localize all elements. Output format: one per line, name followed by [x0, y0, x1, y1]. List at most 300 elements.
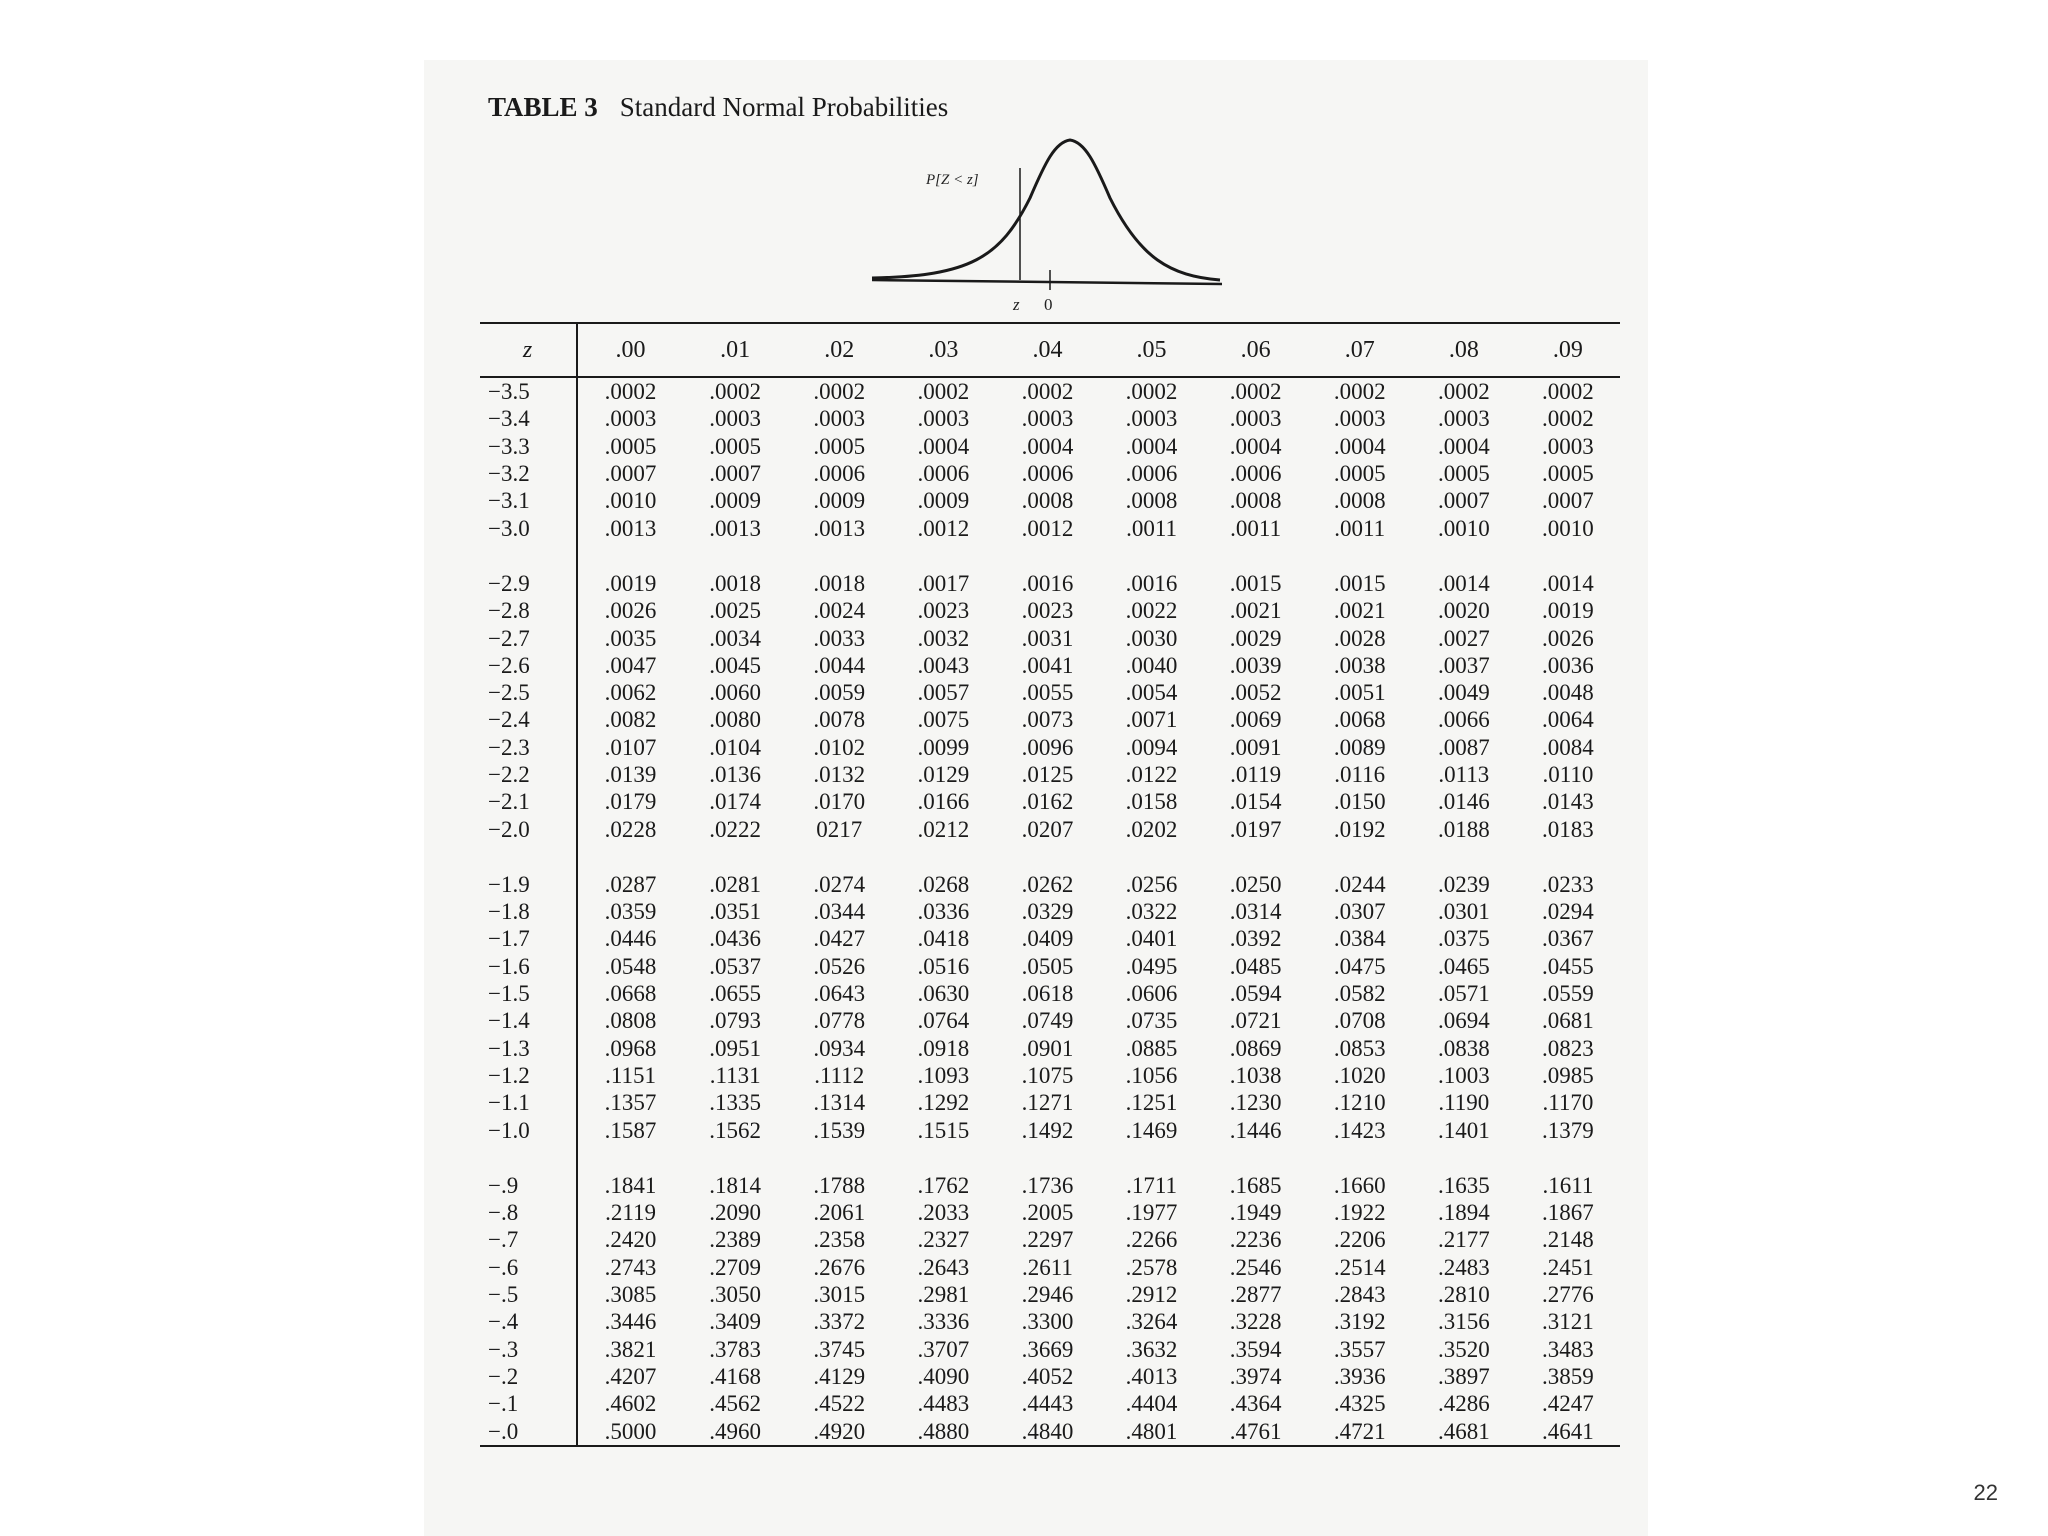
probability-cell: .1894 [1437, 1200, 1490, 1226]
probability-cell: .4052 [1021, 1363, 1074, 1389]
probability-cell: .0322 [1125, 899, 1178, 925]
probability-cell: .1210 [1333, 1090, 1386, 1116]
z-value-cell: −.1 [488, 1391, 519, 1417]
z-value-cell: −2.2 [488, 762, 530, 787]
probability-cell: .2776 [1542, 1282, 1594, 1308]
table-row [480, 377, 1620, 405]
probability-cell: .0038 [1333, 652, 1386, 678]
z-value-cell: −2.8 [488, 598, 530, 624]
probability-cell: .4247 [1542, 1391, 1594, 1417]
table-row [480, 1199, 1620, 1226]
probability-cell: .0003 [1437, 406, 1490, 432]
area-label: P[Z < z] [926, 172, 979, 188]
probability-cell: .0009 [917, 488, 970, 514]
z-value-cell: −3.4 [488, 406, 530, 432]
probability-cell: .0004 [1125, 433, 1178, 459]
probability-cell: .2483 [1437, 1254, 1490, 1280]
probability-cell: .2005 [1021, 1200, 1074, 1226]
probability-cell: .4880 [917, 1418, 970, 1444]
probability-cell: .4207 [577, 1363, 683, 1390]
probability-cell: .0003 [1021, 406, 1074, 432]
probability-cell: .0029 [1229, 625, 1282, 651]
z-value-cell: −2.5 [488, 680, 530, 706]
z-value-cell: −.8 [488, 1200, 519, 1226]
z-value-cell: −.0 [488, 1418, 519, 1444]
probability-cell: .1292 [917, 1090, 970, 1116]
probability-cell: .0392 [1229, 926, 1282, 952]
table-row [480, 624, 1620, 651]
probability-cell: .4013 [1125, 1363, 1178, 1389]
probability-cell: .3669 [1021, 1336, 1074, 1362]
probability-cell: .0192 [1333, 816, 1386, 842]
probability-cell: .0007 [1437, 488, 1490, 514]
probability-cell: .0003 [917, 406, 970, 432]
probability-cell: .4404 [1125, 1391, 1178, 1417]
normal-probability-table [480, 322, 1620, 1451]
table-row [480, 1336, 1620, 1363]
probability-cell: .0069 [1229, 707, 1282, 733]
probability-cell: .1423 [1333, 1117, 1386, 1143]
probability-cell: .3821 [577, 1336, 683, 1363]
probability-cell: .1922 [1333, 1200, 1386, 1226]
probability-cell: .0017 [917, 570, 970, 596]
probability-cell: .0918 [917, 1035, 970, 1061]
probability-cell: .0436 [709, 926, 762, 952]
probability-cell: .3897 [1437, 1363, 1490, 1389]
table-row [480, 1007, 1620, 1034]
probability-cell: .4681 [1437, 1418, 1490, 1444]
probability-cell: .2810 [1437, 1282, 1490, 1308]
probability-cell: .0005 [1333, 461, 1386, 487]
probability-cell: .0002 [1542, 406, 1594, 432]
probability-cell: .0455 [1542, 953, 1594, 979]
probability-cell: .2611 [1021, 1254, 1073, 1280]
probability-cell: .0057 [917, 680, 970, 706]
probability-cell: .0002 [917, 379, 970, 405]
normal-curve-figure [860, 128, 1240, 318]
probability-cell: .4960 [709, 1418, 762, 1444]
probability-cell: .2578 [1125, 1254, 1178, 1280]
probability-cell: .2177 [1437, 1227, 1490, 1253]
probability-cell: .0116 [1334, 762, 1386, 787]
probability-cell: .1539 [813, 1117, 866, 1143]
probability-cell: .0064 [1542, 707, 1594, 733]
probability-cell: .0018 [709, 570, 762, 596]
probability-cell: .0037 [1437, 652, 1490, 678]
probability-cell: .0359 [577, 898, 683, 925]
probability-cell: .3936 [1333, 1363, 1386, 1389]
probability-cell: .1977 [1125, 1200, 1178, 1226]
probability-cell: .0003 [1542, 433, 1594, 459]
probability-cell: .4840 [1021, 1418, 1074, 1444]
probability-cell: .0222 [709, 816, 762, 842]
probability-cell: .0002 [1021, 379, 1074, 405]
probability-cell: .0005 [813, 433, 866, 459]
probability-cell: .0023 [917, 598, 970, 624]
probability-cell: .0202 [1125, 816, 1178, 842]
col-header: .04 [995, 323, 1099, 377]
table-row [480, 761, 1620, 788]
probability-cell: .0606 [1125, 981, 1178, 1007]
probability-cell: .0516 [917, 953, 970, 979]
probability-cell: .3707 [917, 1336, 970, 1362]
probability-cell: .3745 [813, 1336, 866, 1362]
table-row [480, 980, 1620, 1007]
probability-cell: .0170 [813, 789, 866, 815]
z-value-cell: −2.0 [488, 816, 530, 842]
probability-cell: .2148 [1542, 1227, 1594, 1253]
table-row [480, 1172, 1620, 1199]
probability-cell: .0049 [1437, 680, 1490, 706]
probability-cell: .0013 [709, 515, 762, 541]
probability-cell: .2946 [1021, 1282, 1074, 1308]
probability-cell: .0005 [1542, 461, 1594, 487]
probability-cell: .3594 [1229, 1336, 1282, 1362]
probability-cell: .0002 [1437, 379, 1490, 405]
z-value-cell: −1.6 [488, 953, 530, 979]
table-row [480, 1254, 1620, 1281]
col-header: .03 [891, 323, 995, 377]
probability-cell: .3557 [1333, 1336, 1386, 1362]
probability-cell: .3446 [577, 1308, 683, 1335]
probability-cell: .3974 [1229, 1363, 1282, 1389]
row-group-gap [480, 542, 1620, 570]
probability-cell: .3015 [813, 1282, 866, 1308]
probability-cell: .0294 [1542, 899, 1594, 925]
z-value-cell: −.6 [488, 1254, 519, 1280]
table-row [480, 1089, 1620, 1116]
probability-cell: .1841 [577, 1172, 683, 1199]
probability-cell: .0125 [1021, 762, 1074, 787]
probability-cell: .0197 [1229, 816, 1282, 842]
probability-cell: .1271 [1021, 1090, 1074, 1116]
probability-cell: .0869 [1229, 1035, 1282, 1061]
table-row [480, 898, 1620, 925]
probability-cell: .0287 [577, 871, 683, 898]
probability-cell: .0409 [1021, 926, 1074, 952]
probability-cell: .0694 [1437, 1008, 1490, 1034]
z-value-cell: −1.1 [488, 1090, 530, 1116]
probability-cell: .0162 [1021, 789, 1074, 815]
probability-cell: .0427 [813, 926, 866, 952]
probability-cell: .0008 [1021, 488, 1074, 514]
probability-cell: .1170 [1542, 1090, 1594, 1116]
probability-cell: .2546 [1229, 1254, 1282, 1280]
probability-cell: .0708 [1333, 1008, 1386, 1034]
probability-cell: .0033 [813, 625, 866, 651]
row-group-gap [480, 843, 1620, 871]
probability-cell: .1379 [1542, 1117, 1594, 1143]
probability-cell: .0594 [1229, 981, 1282, 1007]
probability-cell: .0008 [1333, 488, 1386, 514]
z-value-cell: −1.3 [488, 1035, 530, 1061]
probability-cell: .0062 [577, 679, 683, 706]
probability-cell: .4483 [917, 1391, 970, 1417]
table-row [480, 815, 1620, 842]
probability-cell: .0154 [1229, 789, 1282, 815]
probability-cell: .4325 [1333, 1391, 1386, 1417]
page-number: 22 [1973, 1480, 1998, 1505]
probability-cell: .0087 [1437, 734, 1490, 760]
probability-cell: .2743 [577, 1254, 683, 1281]
table-row [480, 1062, 1620, 1089]
probability-cell: .0082 [577, 706, 683, 733]
probability-cell: .1190 [1438, 1090, 1490, 1116]
probability-cell: .1685 [1229, 1172, 1282, 1198]
z-value-cell: −2.6 [488, 652, 530, 678]
probability-cell: .1814 [709, 1172, 762, 1198]
probability-cell: .0036 [1542, 652, 1594, 678]
probability-cell: .0024 [813, 598, 866, 624]
probability-cell: .0885 [1125, 1035, 1178, 1061]
probability-cell: .0107 [577, 734, 683, 761]
probability-cell: .0793 [709, 1008, 762, 1034]
probability-cell: .0951 [709, 1035, 762, 1061]
probability-cell: .1949 [1229, 1200, 1282, 1226]
table-row [480, 460, 1620, 487]
probability-cell: .0006 [1125, 461, 1178, 487]
probability-cell: .0853 [1333, 1035, 1386, 1061]
probability-cell: .0384 [1333, 926, 1386, 952]
probability-cell: .4090 [917, 1363, 970, 1389]
probability-cell: .0030 [1125, 625, 1178, 651]
probability-cell: .1562 [709, 1117, 762, 1143]
probability-cell: .2327 [917, 1227, 970, 1253]
zero-axis-label: 0 [1044, 295, 1053, 314]
probability-cell: .0262 [1021, 871, 1074, 897]
probability-cell: .0094 [1125, 734, 1178, 760]
probability-cell: .3228 [1229, 1309, 1282, 1335]
probability-cell: .0002 [1229, 379, 1282, 405]
probability-cell: .1492 [1021, 1117, 1074, 1143]
probability-cell: .0073 [1021, 707, 1074, 733]
probability-cell: .0174 [709, 789, 762, 815]
probability-cell: .0146 [1437, 789, 1490, 815]
probability-cell: .2643 [917, 1254, 970, 1280]
probability-cell: .0010 [577, 487, 683, 514]
probability-cell: .2266 [1125, 1227, 1178, 1253]
probability-cell: .3859 [1542, 1363, 1594, 1389]
probability-cell: .0418 [917, 926, 970, 952]
table-row [480, 570, 1620, 597]
probability-cell: .2514 [1333, 1254, 1386, 1280]
probability-cell: .0681 [1542, 1008, 1594, 1034]
probability-cell: .0040 [1125, 652, 1178, 678]
probability-cell: .0099 [917, 734, 970, 760]
probability-cell: .0007 [577, 460, 683, 487]
probability-cell: .0764 [917, 1008, 970, 1034]
probability-cell: .0039 [1229, 652, 1282, 678]
probability-cell: .0183 [1542, 816, 1594, 842]
z-axis-label: z [1013, 295, 1020, 314]
probability-cell: .0002 [577, 377, 683, 405]
col-header: .01 [683, 323, 787, 377]
probability-cell: .0015 [1229, 570, 1282, 596]
table-row [480, 597, 1620, 624]
header-row [480, 323, 1620, 377]
probability-cell: .0003 [813, 406, 866, 432]
z-value-cell: −.3 [488, 1336, 519, 1362]
probability-cell: .1711 [1126, 1172, 1177, 1198]
probability-cell: .0031 [1021, 625, 1074, 651]
probability-cell: .0047 [577, 652, 683, 679]
probability-cell: .3050 [709, 1282, 762, 1308]
probability-cell: .0139 [577, 761, 683, 788]
row-group-gap [480, 1144, 1620, 1172]
probability-cell: .0119 [1230, 762, 1282, 787]
probability-cell: .0075 [917, 707, 970, 733]
probability-cell: .0985 [1542, 1062, 1594, 1088]
probability-cell: .0351 [709, 899, 762, 925]
probability-cell: .0006 [1021, 461, 1074, 487]
probability-cell: .1635 [1437, 1172, 1490, 1198]
probability-cell: .2709 [709, 1254, 762, 1280]
probability-cell: .0749 [1021, 1008, 1074, 1034]
probability-cell: .0026 [1542, 625, 1594, 651]
probability-cell: .0446 [577, 925, 683, 952]
probability-cell: .1401 [1437, 1117, 1490, 1143]
z-value-cell: −2.3 [488, 734, 530, 760]
z-value-cell: −2.7 [488, 625, 530, 651]
z-value-cell: −3.1 [488, 488, 530, 514]
probability-cell: .1151 [577, 1062, 683, 1089]
probability-cell: .0005 [709, 433, 762, 459]
col-header: .00 [577, 323, 683, 377]
probability-cell: .0582 [1333, 981, 1386, 1007]
z-value-cell: −3.0 [488, 515, 530, 541]
probability-cell: .1611 [1542, 1172, 1594, 1198]
probability-cell: .4562 [709, 1391, 762, 1417]
probability-cell: .0166 [917, 789, 970, 815]
probability-cell: .2843 [1333, 1282, 1386, 1308]
probability-cell: .0823 [1542, 1035, 1594, 1061]
probability-cell: .0048 [1542, 680, 1594, 706]
z-value-cell: −3.3 [488, 433, 530, 459]
probability-cell: .0495 [1125, 953, 1178, 979]
probability-cell: .0129 [917, 762, 970, 787]
probability-cell: .2912 [1125, 1282, 1178, 1308]
probability-cell: .3483 [1542, 1336, 1594, 1362]
table-caption: Standard Normal Probabilities [619, 92, 949, 122]
probability-cell: 0217 [816, 816, 863, 842]
probability-cell: .0110 [1542, 762, 1594, 787]
table-bottom-rule [480, 1446, 1620, 1451]
probability-cell: .3156 [1437, 1309, 1490, 1335]
axis-line [872, 280, 1222, 284]
probability-cell: .0571 [1437, 981, 1490, 1007]
probability-cell: .1038 [1229, 1062, 1282, 1088]
probability-cell: .1469 [1125, 1117, 1178, 1143]
probability-cell: .1251 [1125, 1090, 1178, 1116]
probability-cell: .0004 [1229, 433, 1282, 459]
probability-cell: .0007 [709, 461, 762, 487]
probability-cell: .2061 [813, 1200, 866, 1226]
z-value-cell: −1.2 [488, 1062, 530, 1088]
z-value-cell: −.5 [488, 1282, 519, 1308]
probability-cell: .0158 [1125, 789, 1178, 815]
table-row [480, 487, 1620, 514]
probability-cell: .0274 [813, 871, 866, 897]
probability-cell: .0007 [1542, 488, 1594, 514]
probability-cell: .1131 [709, 1062, 761, 1088]
probability-cell: .0004 [1021, 433, 1074, 459]
col-header: .07 [1308, 323, 1412, 377]
probability-cell: .0032 [917, 625, 970, 651]
probability-cell: .0003 [1333, 406, 1386, 432]
probability-cell: .0027 [1437, 625, 1490, 651]
probability-cell: .1762 [917, 1172, 970, 1198]
probability-cell: .0281 [709, 871, 762, 897]
probability-cell: .0026 [577, 597, 683, 624]
probability-cell: .0618 [1021, 981, 1074, 1007]
probability-cell: .0010 [1542, 515, 1594, 541]
probability-cell: .0132 [813, 762, 866, 787]
probability-cell: .0136 [709, 762, 762, 787]
probability-cell: .0344 [813, 899, 866, 925]
probability-cell: .4129 [813, 1363, 866, 1389]
probability-cell: .0010 [1437, 515, 1490, 541]
probability-cell: .0055 [1021, 680, 1074, 706]
probability-cell: .0006 [813, 461, 866, 487]
table-row [480, 514, 1620, 541]
probability-cell: .0002 [1542, 379, 1594, 405]
probability-cell: .0068 [1333, 707, 1386, 733]
z-value-cell: −1.9 [488, 871, 530, 897]
probability-cell: .0066 [1437, 707, 1490, 733]
probability-cell: .0465 [1437, 953, 1490, 979]
probability-cell: .1515 [917, 1117, 970, 1143]
probability-cell: .0005 [1437, 461, 1490, 487]
probability-cell: .0559 [1542, 981, 1594, 1007]
probability-cell: .0113 [1438, 762, 1490, 787]
probability-cell: .1357 [577, 1089, 683, 1116]
z-value-cell: −3.5 [488, 379, 530, 405]
probability-cell: .0643 [813, 981, 866, 1007]
probability-cell: .0041 [1021, 652, 1074, 678]
table-row [480, 1308, 1620, 1335]
bell-curve [872, 140, 1220, 280]
probability-cell: .0084 [1542, 734, 1594, 760]
probability-cell: .2297 [1021, 1227, 1074, 1253]
probability-cell: .0006 [1229, 461, 1282, 487]
table-row [480, 652, 1620, 679]
probability-cell: .4443 [1021, 1391, 1074, 1417]
col-header: .06 [1204, 323, 1308, 377]
probability-cell: .0008 [1229, 488, 1282, 514]
probability-cell: .0014 [1542, 570, 1594, 596]
probability-cell: .0035 [577, 624, 683, 651]
probability-cell: .0526 [813, 953, 866, 979]
probability-cell: .5000 [577, 1417, 683, 1445]
probability-cell: .0002 [709, 379, 762, 405]
probability-cell: .1230 [1229, 1090, 1282, 1116]
z-value-cell: −1.0 [488, 1117, 530, 1143]
probability-cell: .0537 [709, 953, 762, 979]
probability-cell: .2358 [813, 1227, 866, 1253]
probability-cell: .2877 [1229, 1282, 1282, 1308]
probability-cell: .1446 [1229, 1117, 1282, 1143]
probability-cell: .4721 [1333, 1418, 1386, 1444]
probability-cell: .2090 [709, 1200, 762, 1226]
probability-cell: .0968 [577, 1035, 683, 1062]
probability-cell: .0013 [813, 515, 866, 541]
table-number: TABLE 3 [488, 92, 598, 122]
table-row [480, 1363, 1620, 1390]
probability-cell: .0250 [1229, 871, 1282, 897]
probability-cell: .0485 [1229, 953, 1282, 979]
probability-cell: .4761 [1229, 1418, 1282, 1444]
table-row [480, 1390, 1620, 1417]
